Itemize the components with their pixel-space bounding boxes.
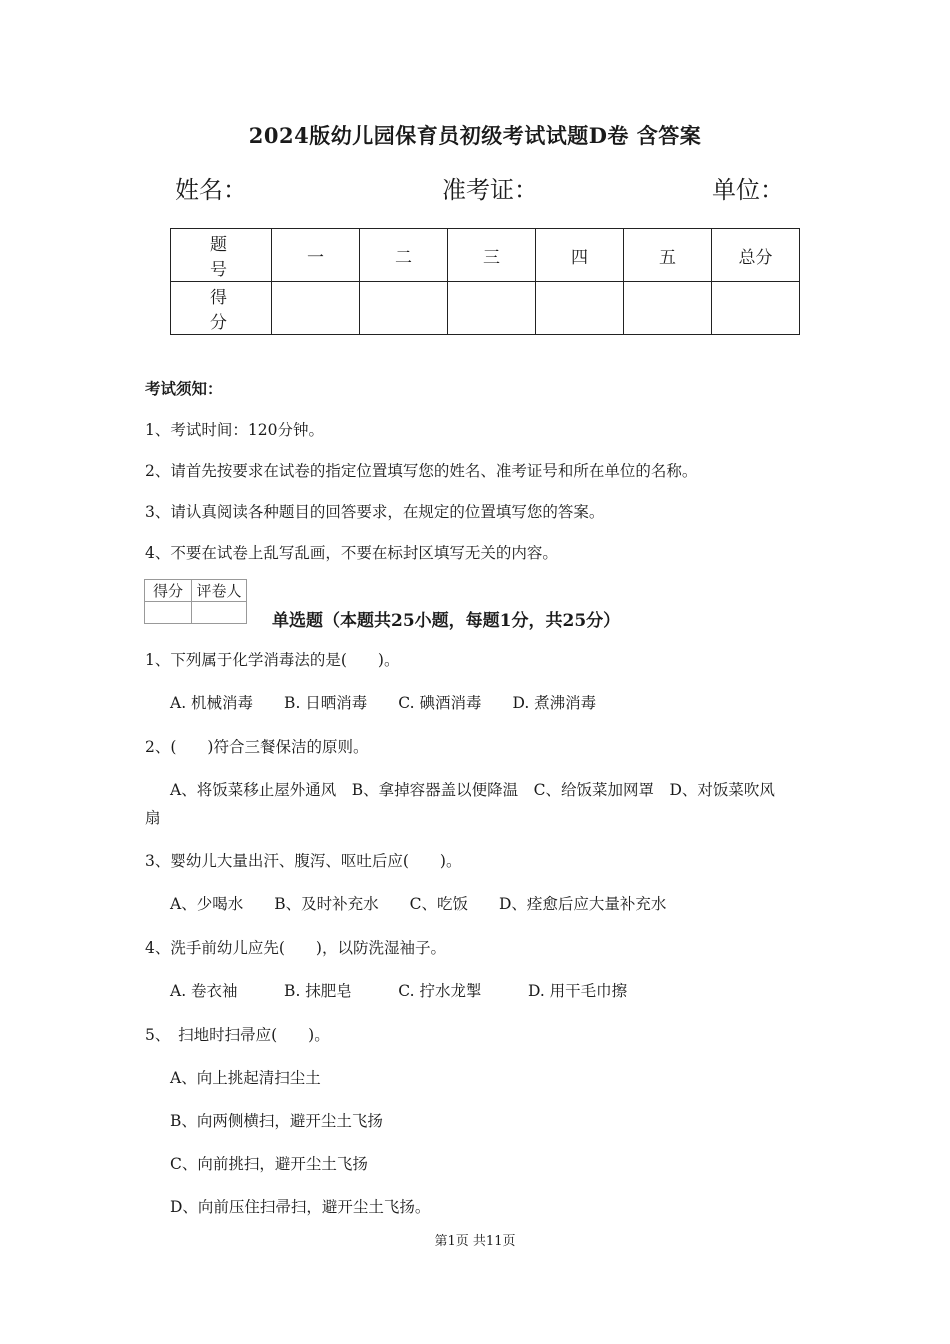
question-options-continued: 扇	[145, 809, 161, 827]
name-field-label: 姓名：	[175, 176, 247, 204]
question-stem: 2、( )符合三餐保洁的原则。	[145, 738, 369, 756]
exam-id-field-label: 准考证：	[442, 176, 538, 204]
page-footer: 第1页 共11页	[434, 1234, 516, 1249]
score-table-header-cell: 三	[448, 229, 536, 282]
grader-score-cell[interactable]	[145, 602, 192, 624]
question-stem: 5、 扫地时扫帚应( )。	[145, 1026, 330, 1044]
notice-item: 3、请认真阅读各种题目的回答要求，在规定的位置填写您的答案。	[145, 503, 605, 521]
score-cell[interactable]	[448, 282, 536, 335]
notice-item: 4、不要在试卷上乱写乱画，不要在标封区填写无关的内容。	[145, 544, 558, 562]
score-cell[interactable]	[536, 282, 624, 335]
notice-item: 1、考试时间：120分钟。	[145, 421, 324, 439]
score-table-header-row	[171, 229, 800, 282]
score-table-header-cell: 四	[536, 229, 624, 282]
question-stem: 4、洗手前幼儿应先( )，以防洗湿袖子。	[145, 939, 446, 957]
unit-field-label: 单位：	[712, 176, 784, 204]
question-option: B、向两侧横扫，避开尘土飞扬	[170, 1112, 383, 1130]
question-stem: 3、婴幼儿大量出汗、腹泻、呕吐后应( )。	[145, 852, 462, 870]
score-table-score-row	[171, 282, 800, 335]
question-option: C、向前挑扫，避开尘土飞扬	[170, 1155, 368, 1173]
question-option: A、向上挑起清扫尘土	[170, 1069, 321, 1087]
grader-name-label: 评卷人	[192, 580, 247, 602]
page-title: 2024版幼儿园保育员初级考试试题D卷 含答案	[248, 123, 702, 148]
score-row-label: 得 分	[171, 282, 272, 335]
score-table	[170, 228, 800, 335]
question-stem: 1、下列属于化学消毒法的是( )。	[145, 651, 400, 669]
question-options: A、少喝水 B、及时补充水 C、吃饭 D、痊愈后应大量补充水	[170, 895, 667, 913]
grader-score-label: 得分	[145, 580, 192, 602]
score-table-header-cell: 总分	[712, 229, 800, 282]
score-cell[interactable]	[712, 282, 800, 335]
score-table-header-cell: 二	[360, 229, 448, 282]
score-cell[interactable]	[272, 282, 360, 335]
question-options: A. 机械消毒 B. 日晒消毒 C. 碘酒消毒 D. 煮沸消毒	[170, 694, 597, 712]
grader-name-cell[interactable]	[192, 602, 247, 624]
notice-item: 2、请首先按要求在试卷的指定位置填写您的姓名、准考证号和所在单位的名称。	[145, 462, 698, 480]
score-cell[interactable]	[624, 282, 712, 335]
question-options: A、将饭菜移止屋外通风 B、拿掉容器盖以便降温 C、给饭菜加网罩 D、对饭菜吹风	[170, 781, 775, 799]
score-table-header-cell: 题 号	[171, 229, 272, 282]
notice-heading: 考试须知：	[145, 379, 223, 398]
question-option: D、向前压住扫帚扫，避开尘土飞扬。	[170, 1198, 431, 1216]
score-table-header-cell: 一	[272, 229, 360, 282]
section-title: 单选题（本题共25小题，每题1分，共25分）	[272, 611, 621, 631]
score-cell[interactable]	[360, 282, 448, 335]
grader-box	[144, 579, 247, 624]
score-table-header-cell: 五	[624, 229, 712, 282]
question-options: A. 卷衣袖 B. 抹肥皂 C. 拧水龙掣 D. 用干毛巾擦	[170, 982, 628, 1000]
